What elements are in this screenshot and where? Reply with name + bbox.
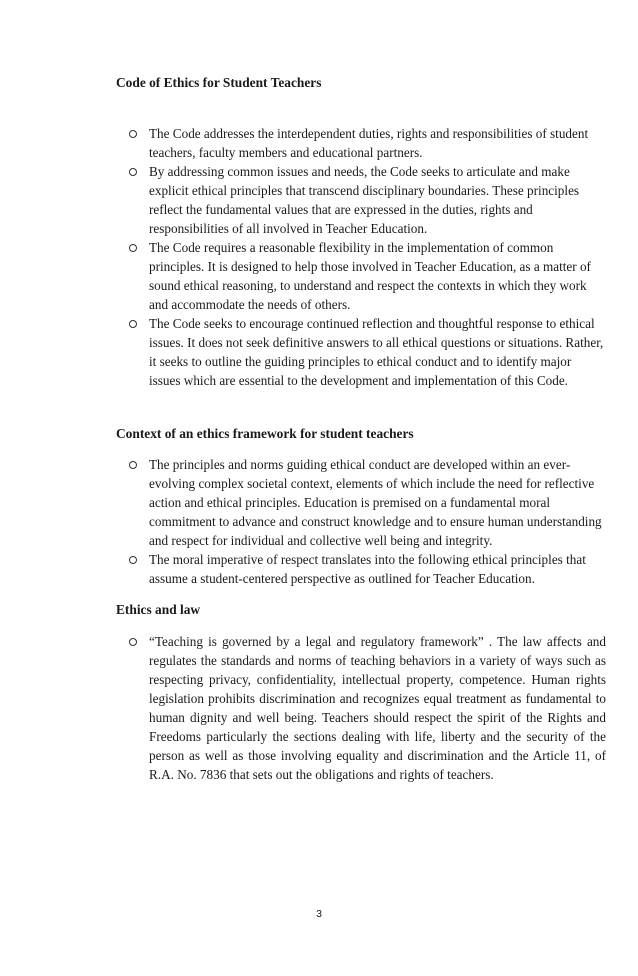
context-list [116, 455, 606, 588]
list-item: “Teaching is governed by a legal and regulatory framework” . The law affects and regulates the standards and norms of teaching behaviors in a variety of ways such as respecting privacy, confidentiality, intellectual property, competence. Human rights legislation prohibits discrimination and recognizes equal treatment as fundamental to human dignity and well being. Teachers should respect the spirit of the Rights and Freedoms particularly the sections dealing with life, liberty and the security of the person as well as those involving equality and discrimination and the Article 11, of R.A. No. 7836 that sets out the obligations and rights of teachers. [116, 632, 606, 784]
bullet-icon [129, 244, 137, 252]
list-item: By addressing common issues and needs, the Code seeks to articulate and make explicit ethical principles that transcend disciplinary boundaries. These principles reflect the fundamental values that are expressed in the duties, rights and responsibilities of all involved in Teacher Education. [116, 162, 606, 238]
ethics-law-list [116, 632, 606, 784]
bullet-icon [129, 461, 137, 469]
bullet-icon [129, 130, 137, 138]
page-number: 3 [316, 908, 322, 920]
list-item: The moral imperative of respect translates into the following ethical principles that assume a student-centered perspective as outlined for Teacher Education. [116, 550, 606, 588]
section-heading-code-of-ethics: Code of Ethics for Student Teachers [116, 75, 322, 90]
list-item: The Code addresses the interdependent duties, rights and responsibilities of student teachers, faculty members and educational partners. [116, 124, 606, 162]
section-heading-ethics-and-law: Ethics and law [116, 602, 201, 617]
list-item: The principles and norms guiding ethical conduct are developed within an ever-evolving complex societal context, elements of which include the need for reflective action and ethical principles. Education is premised on a fundamental moral commitment to advance and construct knowledge and to ensure human understanding and respect for individual and collective well being and integrity. [116, 455, 606, 550]
list-item: The Code seeks to encourage continued reflection and thoughtful response to ethical issues. It does not seek definitive answers to all ethical questions or situations. Rather, it seeks to outline the guiding principles to ethical conduct and to identify major issues which are essential to the development and implementation of this Code. [116, 314, 606, 390]
bullet-icon [129, 168, 137, 176]
code-of-ethics-list [116, 124, 606, 390]
bullet-icon [129, 556, 137, 564]
bullet-icon [129, 320, 137, 328]
section-heading-context: Context of an ethics framework for student teachers [116, 426, 414, 441]
bullet-icon [129, 638, 137, 646]
list-item: The Code requires a reasonable flexibility in the implementation of common principles. It is designed to help those involved in Teacher Education, as a matter of sound ethical reasoning, to understand and respect the contexts in which they work and accommodate the needs of others. [116, 238, 606, 314]
